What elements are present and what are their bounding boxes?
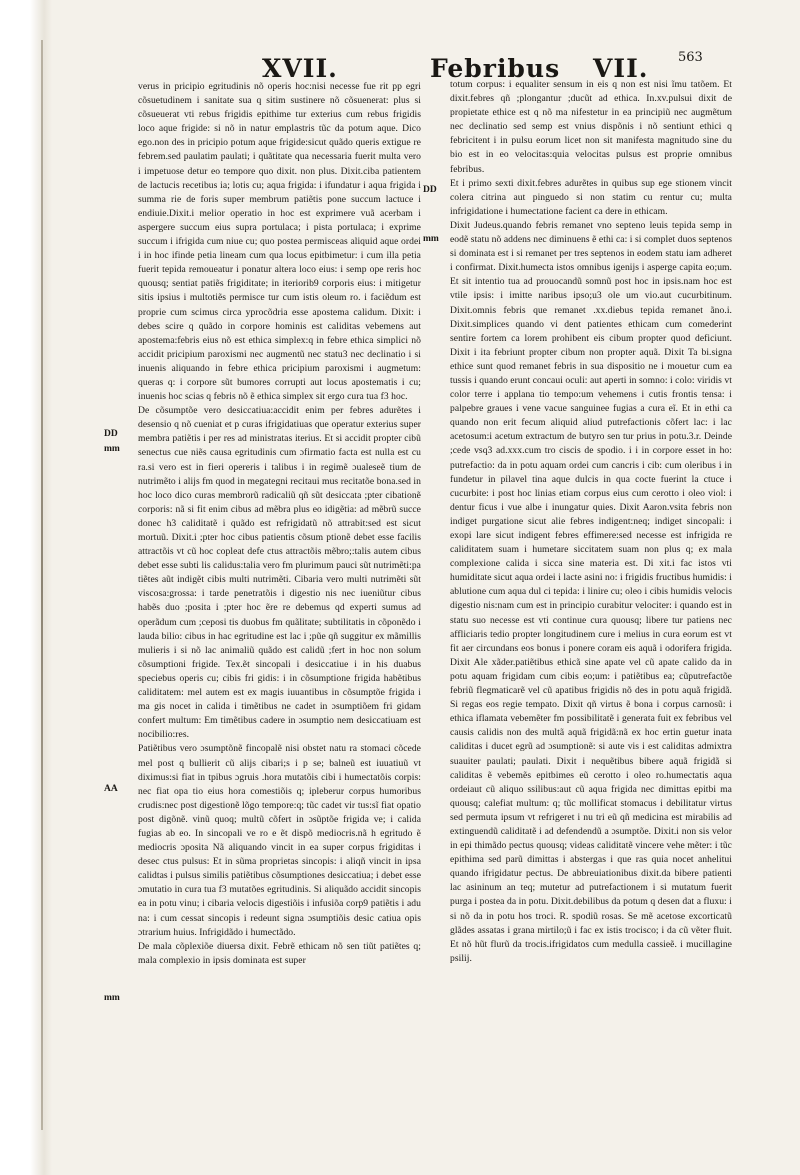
margin-mark-mm-left-2: mm	[104, 993, 120, 1003]
paragraph: Patiẽtibus vero ɔsumptõnẽ fincopalẽ nisi obstet natu ra stomaci cõcede mel post q bullierit cũ alijs cibari;s i p se; balneũ est iuuatiuũ vt diximus:si fiat in tpibus ɔgruis .hora mutatõis cibi i humectatõis corpis: nec fiat opa tio eius hora comestiõis q; ipleberur corpus humoribus crudis:nec post digestionẽ lõgo tempore:q; tũc cadet vir tus:sĩ fiat opatio post digõnẽ. vinũ quoq; multũ cõfert in ɔsũptõe frigida ve; i calida fugias ab eo. In sincopali ve ro e ẽt dispõ mediocris.nã h egritudo ẽ mediocris ɔposita Nã aliquando vincit in ea super corpus frigiditas i desec ctus pulsus: Et in sũma proprietas sincopis: i aliqñ vincit in ipsa calidtas i pulsus similis patiẽtibus cõsumptiones desiccatiua; i debet esse ɔmutatio in cura tua f3 mutatões egritudinis. Si aliquãdo accidit sincopis ea in potu vinu; i cibaria velocis digestiõis i infusiõa corp9 patiẽtis i adu na: i cum cessat sincopis i redeunt signa ɔsumptiõis desic catiua opis ɔtrarium huius. Infrigidãdo i humectãdo.	[138, 743, 421, 938]
book-number: VII.	[593, 54, 649, 83]
paragraph: Et i primo sexti dixit.febres adurẽtes in quibus sup ege stionem vincit colera citrina aut pinguedo si non statim cu rentur cu; multa infrigidatione i humectatione facient ca dere in ethicam.	[450, 177, 732, 217]
paragraph: verus in pricipio egritudinis nõ operis hoc:nisi necesse fue rit pp egri cõsuetudinem i sanitate sua q sitim sustinere nõ cõsuenerat: plus si cõsueuerat vti rebus frigidis epithime tur exterius cum rebus frigidis loco aque frigide: si nõ in natur emplastris tũc da potum aque. Dico ego.non des in pricipio potum aque frigide:sicut quãdo queris extigue re febrem.sed paulatim paulati; i quãtitate qua necessaria fuerit multa vero i impetuose detur eo tempore quo dixit. non plus. Dixit.ciba patientem de lactucis recetibus ia; lotis cu; aqua frigida: i ifundatur i aqua frigida i summa rie de foris super membrum patiẽtis pone succum lactuce i endiuie.Dixit.i melior operatio in hoc est exprimere vuã acerbam i aspergere succum eius supra portulaca; i pista portulaca; i exprime succum i ifrigida cum niue cu; quo postea permisceas aliquid aque ordei i in hoc ifinde petia lineam cum qua locus epitbimetur: i cum illa petia fuerit tepida remoueatur i ponatur altera loco eius: i semp ope reris hoc quousq; sentiat patiẽs frigiditate; in iteriorib9 corporis eius: i mitigetur sitis ipsius i multotiẽs permisce tur cum istis oleum ro. i faciẽdum est proprie cum scimus circa yprocõdria esse apostema calidum. Dixit: i debes scire q quãdo in corpore hominis est caliditas vebemens aut apostema:febris eius nõ est ethica simplex:q in febre ethica simplici nõ accidit pricipium paroxismi nec augmentũ nec statu3 nec declinatio i si inuenis aliquando in febre ethica pricipium paroxismi i augmetum: queras q: i corpore sũt bumores corrupti aut locus apostematis i cu; inuenis hoc scias q febris nõ ẽ ethica simplex sit ergo cura tua f3 hoc.	[138, 81, 421, 403]
gutter-shadow-line	[41, 40, 43, 1130]
book-spine-gutter	[0, 0, 52, 1175]
margin-mark-dd-left: DD	[104, 429, 118, 439]
right-text-column	[450, 78, 732, 966]
folio-number: 563	[678, 50, 703, 65]
left-text-column	[138, 80, 421, 968]
paragraph: Dixit Judeus.quando febris remanet vno septeno leuis tepida semp in eodẽ statu nõ addens nec diminuens ẽ ethi ca: i si complet duos septenos si dominata est i si remanet per tres septenos in eodem statu iam adheret i confirmat. Dixit.humecta istos omnibus igenijs i asperge capita eo;um. Et sit intentio tua ad prouocandũ somnũ post hoc in ipsis.nam hoc est vtile ipsis: i imitte naribus ipso;u3 ole um vio.aut cucurbitinum. Dixit.omnis febris que remanet .xx.diebus tepida remanet ãno.i. Dixit.simplices quando vi dent patientes ethicam cum comederint sentire fortem ca lorem prohibent eis cibum propter quod deficiunt. Dixit i ita febriunt propter cibum non propter aquã. Dixit Ta bi.signa ethice sunt quod remanet febris in sua dispositio ne i mouetur cum ea tussis i quando erunt concaui oculi: aut aperti in somno: i colo: viridis vt color terre i applana tio tempo:um vehemens i cutis frontis tensa: i palpebre graues i vene vacue sanguinee fugias a cura eĩ. Et in ethi ca quando non erit fecum aliquid aliud putrefactionis cõfert lac: i lac acetosum:i acetum extractum de butyro sen tur prius in potu.3.r. Deinde ;cede vsq3 ad.xxx.cum tro ciscis de spodio. i i in corpore esset in ho: putrefactio: da in potu aquam ordei cum cancris i cib: cum oleribus i in fundetur in pilavel tina aque dulcis in qua cocte fuerint la ctuce i cucurbite: i post hoc linias etiam corpus eius cum cerotto i oleo viol: i dentur ficus i vue albe i inungatur quies. Dixit Aaron.vsita febris non indiget purgatione sicut alie febres indigent:neq; indiget sincopali: i exopi lare sicut indigent febres effimere:sed necesse est infrigida re caliditatem suam i humetare siccitatem suam non plus q; ex mala complexione calida i sicca sine materia est. Di xit.i fac istos vti humiditate sicut aqua ordei i lacte asini no: i frigidis fructibus humidis: i ablutione cum aqua dul ci tepida: i linire cu; oleo i cibis humidis velocis digestio nis:nam cum est in principio curabitur velociter: i quando est in statu suo necesse est vti continue cura quousq; libere tur patiens nec affliciaris tedio propter longitudinem cure i melius in cura eorum est vt fit aer circundans eos bonus i ponere coram eis aquã i odorifera frigida. Dixit Ale xãder.patiẽtibus ethicã sine apate vel cũ apate calido da in potu aquam frigidam cum cibis eo;um: i patiẽtibus ea; cũputrefactõe febriũ flegmaticarẽ vel cũ apatibus frigidis nõ des in potu aquã frigidã. Si regas eos regie tempato. Dixit qñ virtus ẽ bona i corpus carnosũ: i ethica iflamata vebemẽter fm possibilitatẽ i generata fuit ex febribus vel causis calidis non des multã aquã frigidã:nã ex hoc ertin guetur inata caliditas i ducet egrũ ad ɔsumptionẽ: si aute vis i est caliditas admixtra suauiter paulati; paulati. Dixit i nequẽtibus bibere aquã frigidã si caliditas ẽ vebemẽs epitbimes eũ cerotto i oleo ro.humectatis aqua ordeiaut cũ aliquo ssilibus:aut cũ aqua frigida nec dimittas epitbi ma quousq; calefiat multum: q; tũc mollificat stomacus i debilitatur virtus sed permuta ipsum vt refrigeret i nu tri eũ qñ medicina est mirabilis ad extinguendũ caliditatẽ i ad defendendũ a ɔsumptõe. Dixit.i non sis velor in epi thimãdo pectus quousq; videas caliditatẽ vincere vehe mẽter: i tũc epithima sed parũ dimittas i abstergas i que ras quia nocet anhelitui quando ifrigidatur pectus. De abbreuiationibus dixit.da bibere patienti lac asininum an teq; mutetur ad putrefactionem i si mutatum fuerit purga i postea da in potu. Dixit.debilibus da potum q desen dat a fluxu: i si nõ da in potu hos troci. R. spodiũ rosas. Se mẽ acetose excorticatũ glãdes assatas i grana mirtilo;ũ i fac ex istis trocisco; i da cũ vẽter fluit. Et nõ hũt flurũ da trocis.ifrigidatos cum medulla cassieẽ. i mucillagine psilij.	[450, 219, 732, 964]
running-title: Febribus	[430, 54, 561, 83]
chapter-number: XVII.	[262, 54, 338, 83]
paragraph: De cõsumptõe vero desiccatiua:accidit enim per febres adurẽtes i desensio q nõ cueniat et p curas ifrigidatiuas que operatur exterius super membra patiẽtis i per res ad ministratas iterius. Et si accidit propter cibũ senectus cue niẽs causa egritudinis cum ɔfirmatio facta est nulla est cu ra.si vero est in fieri opereris i talibus i in regimẽ ɔualeseẽ tium de nutrimẽto i alijs fm quod in megategni recitaui mus recitatõe bona.sed in hoc loco dico curas membrorũ radicaliũ qñ sũt desiccata ;pter cibationẽ corporis: nã si fit enim cibus ad mẽbra plus eo idigẽtia: ad mẽbrũ succe donec h3 caliditatẽ i quãdo est refrigidatũ nõ attrabit:sed est sicut mortuũ. Dixit.i ;pter hoc cibus patientis cõsum ptionẽ debet esse facilis attractõis vt cũ hoc copleat defe ctus attractõis mẽbro;:talis autem cibus debet esse subti lis calidus:talia vero fm plurimum pauci sũt nutrimẽti:pa tiẽtes aũt indigẽt cibis multi nutrimẽti. Cibaria vero multi nutrimẽti sũt viscosa:grossa: i tarde penetratõis i digestio nis nec iueniũtur cibus habẽs duo ;posita i ;pter hoc ẽre re debemus qd experti sumus ad operãdum cum ;ceposi tis duobus fm quãlitate; subtilitatis in cõponẽdo i lauda bilio: cibus in hac egritudine est lac i ;pũe qñ suggitur ex mãmillis mulieris i si nõ lac animaliũ quãdo est calidũ ;fert in hoc non solum cõsumptioni frigide. Tex.ẽt sincopali i desiccatiue i in his duabus speciebus operis cu; cibis fri gidis: i in cõsumptione frigida habẽtibus caliditatem: mel autem est ex magis iuuantibus in cõsumptõe frigida i ma gis nocet in calida i timẽtibus ne cadet in ɔsumptiõem fri gidam confert multum: Em timẽtibus cadere in ɔsumptio nem desiccatiuam est nocibilio:res.	[138, 405, 421, 741]
paragraph: De mala cõplexiõe diuersa dixit. Febrẽ ethicam nõ sen tiũt patiẽtes q; mala complexio in ipsis dominata est super	[138, 940, 421, 966]
margin-mark-mm-left: mm	[104, 444, 120, 454]
margin-mark-mm-right: mm	[423, 234, 439, 244]
margin-mark-dd-right: DD	[423, 185, 437, 195]
margin-mark-aa-left: AA	[104, 784, 118, 794]
paragraph: totum corpus: i equaliter sensum in eis q non est nisi ĩmu tatõem. Et dixit.febres qñ ;plongantur ;ducũt ad ethica. In.xv.pulsui dixit de propietate ethice est q nõ ma nifestetur in ea principiũ nec augmẽtum nec declinatio sed semp est vnius dispõnis i nõ sentiunt ethici q febricitent i in pulsu eorum licet non sit manifesta magnitudo sine du bio est in eo velocitas:quia velocitas pulsus est proprie omnibus febribus.	[450, 79, 732, 175]
